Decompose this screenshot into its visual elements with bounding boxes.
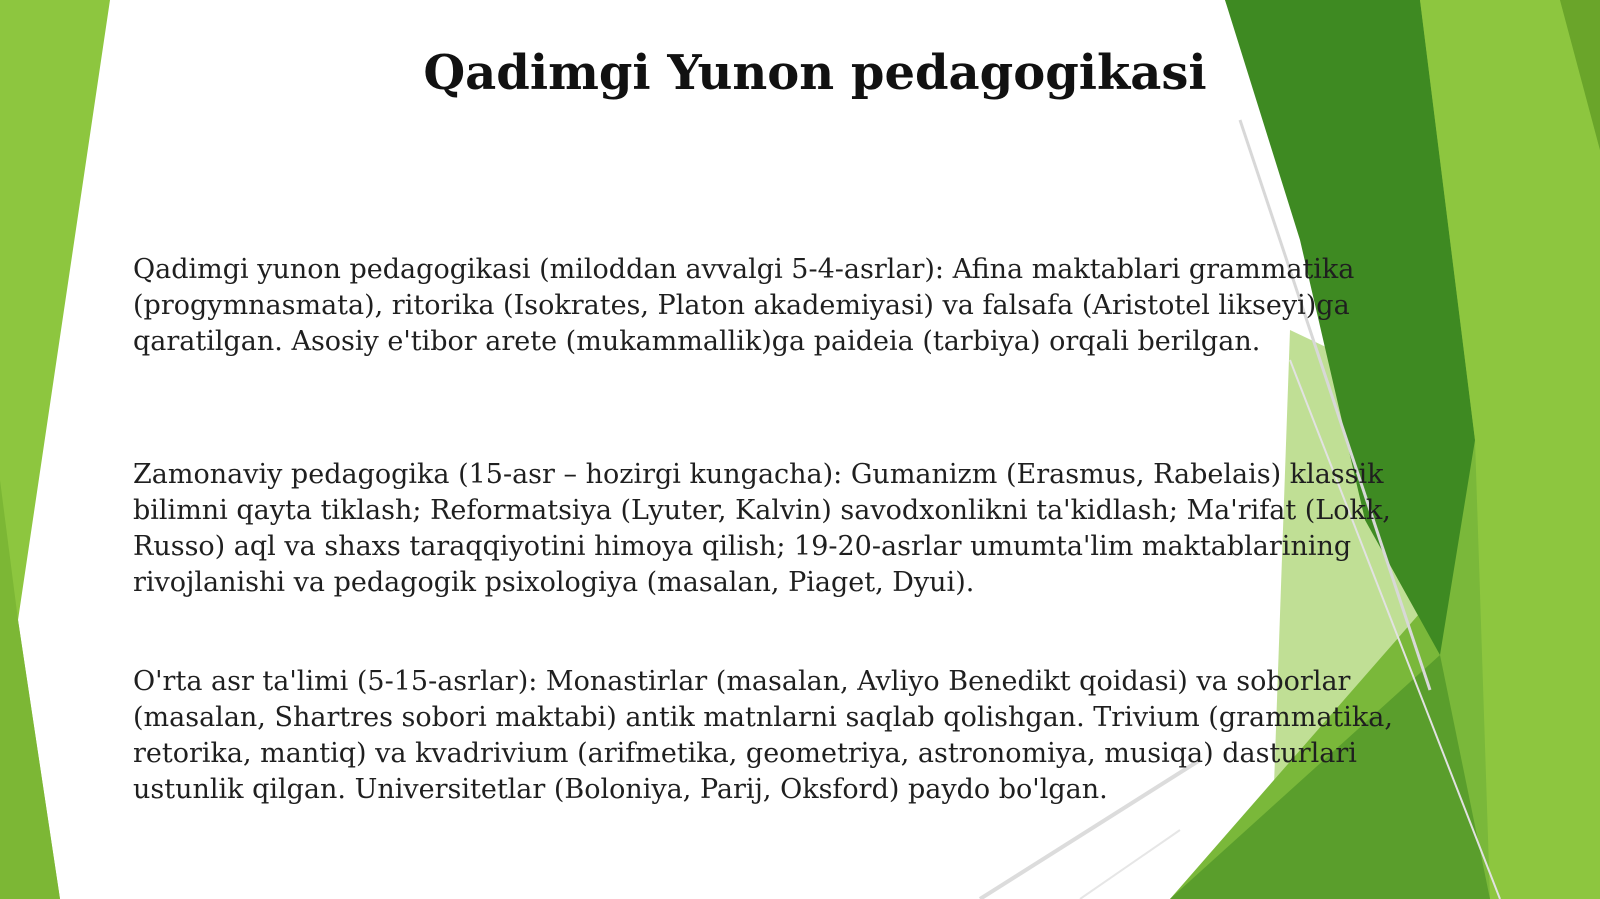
paragraph-line: qaratilgan. Asosiy e'tibor arete (mukammallik)ga paideia (tarbiya) orqali berilgan. [133, 326, 1261, 357]
paragraph-modern-pedagogy [133, 457, 1463, 601]
paragraph-line: bilimni qayta tiklash; Reformatsiya (Lyuter, Kalvin) savodxonlikni ta'kidlash; Ma'rifat (Lokk, [133, 495, 1391, 526]
grey-line-4 [1080, 830, 1180, 899]
paragraph-line: O'rta asr ta'limi (5-15-asrlar): Monastirlar (masalan, Avliyo Benedikt qoidasi) va soborlar [133, 666, 1351, 697]
paragraph-line: Qadimgi yunon pedagogikasi (miloddan avvalgi 5-4-asrlar): Afina maktablari grammatika [133, 254, 1355, 285]
paragraph-line: retorika, mantiq) va kvadrivium (arifmetika, geometriya, astronomiya, musiqa) dasturlari [133, 738, 1357, 769]
paragraph-ancient-greek [133, 252, 1463, 360]
slide-title: Qadimgi Yunon pedagogikasi [423, 45, 1207, 101]
paragraph-line: (masalan, Shartres sobori maktabi) antik matnlarni saqlab qolishgan. Trivium (grammatika, [133, 702, 1393, 733]
paragraph-line: Zamonaviy pedagogika (15-asr – hozirgi kungacha): Gumanizm (Erasmus, Rabelais) klassik [133, 459, 1384, 490]
paragraph-line: Russo) aql va shaxs taraqqiyotini himoya qilish; 19-20-asrlar umumta'lim maktablarining [133, 531, 1352, 562]
paragraph-line: ustunlik qilgan. Universitetlar (Boloniya, Parij, Oksford) paydo bo'lgan. [133, 774, 1108, 805]
paragraph-medieval-education [133, 664, 1463, 808]
paragraph-line: rivojlanishi va pedagogik psixologiya (masalan, Piaget, Dyui). [133, 567, 975, 598]
paragraph-line: (progymnasmata), ritorika (Isokrates, Platon akademiyasi) va falsafa (Aristotel likseyi)ga [133, 290, 1350, 321]
